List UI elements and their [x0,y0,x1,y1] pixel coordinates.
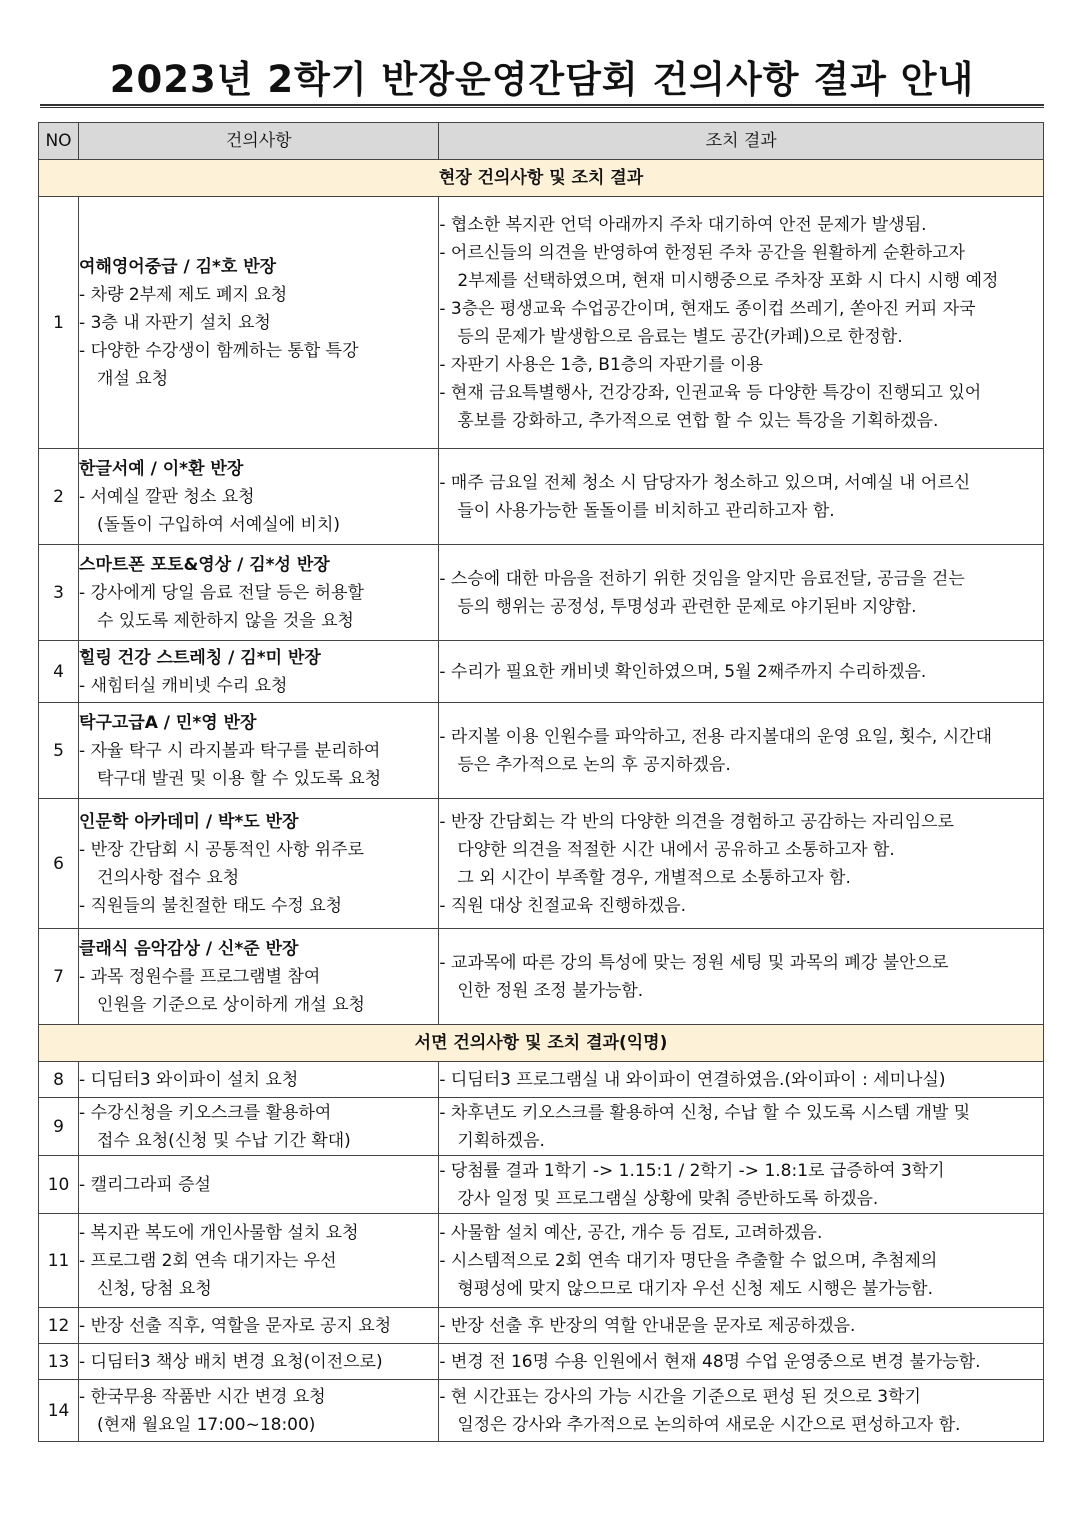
suggestion-table [38,122,1044,1442]
text-line: - 직원 대상 친절교육 진행하겠음. [439,895,687,916]
row-number: 5 [39,703,79,799]
text-line: - 디딤터3 책상 배치 변경 요청(이전으로) [79,1351,383,1372]
text-line: - 교과목에 따른 강의 특성에 맞는 정원 세팅 및 과목의 폐강 불안으로 [439,952,949,973]
row-number: 10 [39,1156,79,1214]
text-line: 접수 요청(신청 및 수납 기간 확대) [97,1130,351,1151]
row-number: 7 [39,929,79,1025]
text-line: - 프로그램 2회 연속 대기자는 우선 [79,1250,337,1271]
result-cell [439,1098,1044,1156]
table-row [39,703,1044,799]
text-line: 수 있도록 제한하지 않을 것을 요청 [97,610,354,631]
table-row [39,929,1044,1025]
text-line: - 복지관 복도에 개인사물함 설치 요청 [79,1222,359,1243]
header-request: 건의사항 [79,123,439,160]
text-line: - 반장 간담회 시 공통적인 사항 위주로 [79,839,364,860]
header-result: 조치 결과 [439,123,1044,160]
table-row [39,1214,1044,1308]
request-cell [79,703,439,799]
request-cell [79,545,439,641]
text-line: - 당첨률 결과 1학기 -> 1.15:1 / 2학기 -> 1.8:1로 급증하여 3학기 [439,1160,945,1181]
text-line: 인원을 기준으로 상이하게 개설 요청 [97,994,365,1015]
request-cell [79,799,439,929]
section-title-written: 서면 건의사항 및 조치 결과(익명) [39,1025,1044,1062]
text-line: 홍보를 강화하고, 추가적으로 연합 할 수 있는 특강을 기획하겠음. [457,410,939,431]
section-row-onsite [39,160,1044,197]
row-number: 1 [39,197,79,449]
request-cell [79,1098,439,1156]
text-line: - 3층 내 자판기 설치 요청 [79,312,271,333]
text-line: - 라지볼 이용 인원수를 파악하고, 전용 라지볼대의 운영 요일, 횟수, 시간대 [439,726,992,747]
result-cell [439,1380,1044,1442]
table-row [39,545,1044,641]
row-number: 4 [39,641,79,703]
text-line: - 협소한 복지관 언덕 아래까지 주차 대기하여 안전 문제가 발생됨. [439,214,927,235]
title-underline [40,104,1044,108]
class-leader-title: 한글서예 / 이*환 반장 [79,458,244,479]
request-cell [79,197,439,449]
table-row [39,1156,1044,1214]
text-line: 일정은 강사와 추가적으로 논의하여 새로운 시간으로 편성하고자 함. [457,1414,961,1435]
section-title-onsite: 현장 건의사항 및 조치 결과 [39,160,1044,197]
result-cell [439,1344,1044,1380]
text-line: - 수리가 필요한 캐비넷 확인하였으며, 5월 2째주까지 수리하겠음. [439,661,927,682]
text-line: 그 외 시간이 부족할 경우, 개별적으로 소통하고자 함. [457,867,851,888]
text-line: - 반장 선출 후 반장의 역할 안내문을 문자로 제공하겠음. [439,1315,856,1336]
text-line: 강사 일정 및 프로그램실 상황에 맞춰 증반하도록 하겠음. [457,1188,879,1209]
text-line: - 매주 금요일 전체 청소 시 담당자가 청소하고 있으며, 서예실 내 어르신 [439,472,971,493]
text-line: - 직원들의 불친절한 태도 수정 요청 [79,895,343,916]
table-header-row [39,123,1044,160]
class-leader-title: 힐링 건강 스트레칭 / 김*미 반장 [79,647,321,668]
text-line: 등은 추가적으로 논의 후 공지하겠음. [457,754,731,775]
table-row [39,1098,1044,1156]
text-line: - 차량 2부제 제도 폐지 요청 [79,284,288,305]
text-line: - 수강신청을 키오스크를 활용하여 [79,1102,332,1123]
text-line: 들이 사용가능한 돌돌이를 비치하고 관리하고자 함. [457,500,835,521]
request-cell [79,1308,439,1344]
result-cell [439,1214,1044,1308]
request-cell [79,449,439,545]
class-leader-title: 클래식 음악감상 / 신*준 반장 [79,938,299,959]
text-line: - 캘리그라피 증설 [79,1174,211,1195]
text-line: - 자율 탁구 시 라지볼과 탁구를 분리하여 [79,740,381,761]
row-number: 14 [39,1380,79,1442]
result-cell [439,1156,1044,1214]
result-cell [439,449,1044,545]
text-line: (현재 월요일 17:00~18:00) [97,1414,316,1435]
table-row [39,449,1044,545]
table-body [39,160,1044,1442]
table-row [39,197,1044,449]
text-line: - 서예실 깔판 청소 요청 [79,486,255,507]
class-leader-title: 스마트폰 포토&영상 / 김*성 반장 [79,554,330,575]
row-number: 6 [39,799,79,929]
result-cell [439,703,1044,799]
request-cell [79,1062,439,1098]
row-number: 2 [39,449,79,545]
text-line: 2부제를 선택하였으며, 현재 미시행중으로 주차장 포화 시 다시 시행 예정 [457,270,999,291]
row-number: 13 [39,1344,79,1380]
text-line: - 한국무용 작품반 시간 변경 요청 [79,1386,326,1407]
text-line: - 현 시간표는 강사의 가능 시간을 기준으로 편성 된 것으로 3학기 [439,1386,921,1407]
request-cell [79,641,439,703]
text-line: - 새힘터실 캐비넷 수리 요청 [79,675,288,696]
text-line: - 3층은 평생교육 수업공간이며, 현재도 종이컵 쓰레기, 쏟아진 커피 자국 [439,298,976,319]
text-line: - 반장 간담회는 각 반의 다양한 의견을 경험하고 공감하는 자리임으로 [439,811,954,832]
text-line: - 디딤터3 프로그램실 내 와이파이 연결하였음.(와이파이 : 세미나실) [439,1069,946,1090]
row-number: 12 [39,1308,79,1344]
request-cell [79,1214,439,1308]
row-number: 11 [39,1214,79,1308]
result-cell [439,197,1044,449]
result-cell [439,1062,1044,1098]
table-row [39,1344,1044,1380]
text-line: 등의 행위는 공정성, 투명성과 관련한 문제로 야기된바 지양함. [457,596,917,617]
text-line: 건의사항 접수 요청 [97,867,240,888]
page-title: 2023년 2학기 반장운영간담회 건의사항 결과 안내 [109,58,975,101]
text-line: - 차후년도 키오스크를 활용하여 신청, 수납 할 수 있도록 시스템 개발 및 [439,1102,971,1123]
result-cell [439,929,1044,1025]
table-row [39,799,1044,929]
result-cell [439,545,1044,641]
request-cell [79,1156,439,1214]
table-row [39,1308,1044,1344]
header-no: NO [39,123,79,160]
request-cell [79,929,439,1025]
text-line: 형평성에 맞지 않으므로 대기자 우선 신청 제도 시행은 불가능함. [457,1278,933,1299]
row-number: 9 [39,1098,79,1156]
table-row [39,1062,1044,1098]
text-line: 등의 문제가 발생함으로 음료는 별도 공간(카페)으로 한정함. [457,326,903,347]
text-line: 다양한 의견을 적절한 시간 내에서 공유하고 소통하고자 함. [457,839,895,860]
class-leader-title: 인문학 아카데미 / 박*도 반장 [79,811,299,832]
row-number: 3 [39,545,79,641]
class-leader-title: 여해영어중급 / 김*호 반장 [79,256,277,277]
text-line: - 어르신들의 의견을 반영하여 한정된 주차 공간을 원활하게 순환하고자 [439,242,965,263]
table-row [39,1380,1044,1442]
text-line: - 스승에 대한 마음을 전하기 위한 것임을 알지만 음료전달, 공금을 걷는 [439,568,965,589]
result-cell [439,641,1044,703]
text-line: - 현재 금요특별행사, 건강강좌, 인권교육 등 다양한 특강이 진행되고 있어 [439,382,982,403]
request-cell [79,1380,439,1442]
text-line: - 다양한 수강생이 함께하는 통합 특강 [79,340,359,361]
text-line: - 과목 정원수를 프로그램별 참여 [79,966,321,987]
text-line: - 사물함 설치 예산, 공간, 개수 등 검토, 고려하겠음. [439,1222,823,1243]
text-line: - 강사에게 당일 음료 전달 등은 허용할 [79,582,364,603]
text-line: - 자판기 사용은 1층, B1층의 자판기를 이용 [439,354,763,375]
class-leader-title: 탁구고급A / 민*영 반장 [79,712,257,733]
text-line: 신청, 당첨 요청 [97,1278,212,1299]
section-row-written [39,1025,1044,1062]
text-line: 기획하겠음. [457,1130,545,1151]
text-line: - 시스템적으로 2회 연속 대기자 명단을 추출할 수 없으며, 추첨제의 [439,1250,938,1271]
request-cell [79,1344,439,1380]
text-line: 개설 요청 [97,368,169,389]
text-line: - 반장 선출 직후, 역할을 문자로 공지 요청 [79,1315,392,1336]
text-line: - 변경 전 16명 수용 인원에서 현재 48명 수업 운영중으로 변경 불가능함. [439,1351,981,1372]
result-cell [439,1308,1044,1344]
row-number: 8 [39,1062,79,1098]
text-line: - 디딤터3 와이파이 설치 요청 [79,1069,299,1090]
table-row [39,641,1044,703]
text-line: 탁구대 발권 및 이용 할 수 있도록 요청 [97,768,382,789]
text-line: 인한 정원 조정 불가능함. [457,980,644,1001]
result-cell [439,799,1044,929]
text-line: (돌돌이 구입하여 서예실에 비치) [97,514,340,535]
